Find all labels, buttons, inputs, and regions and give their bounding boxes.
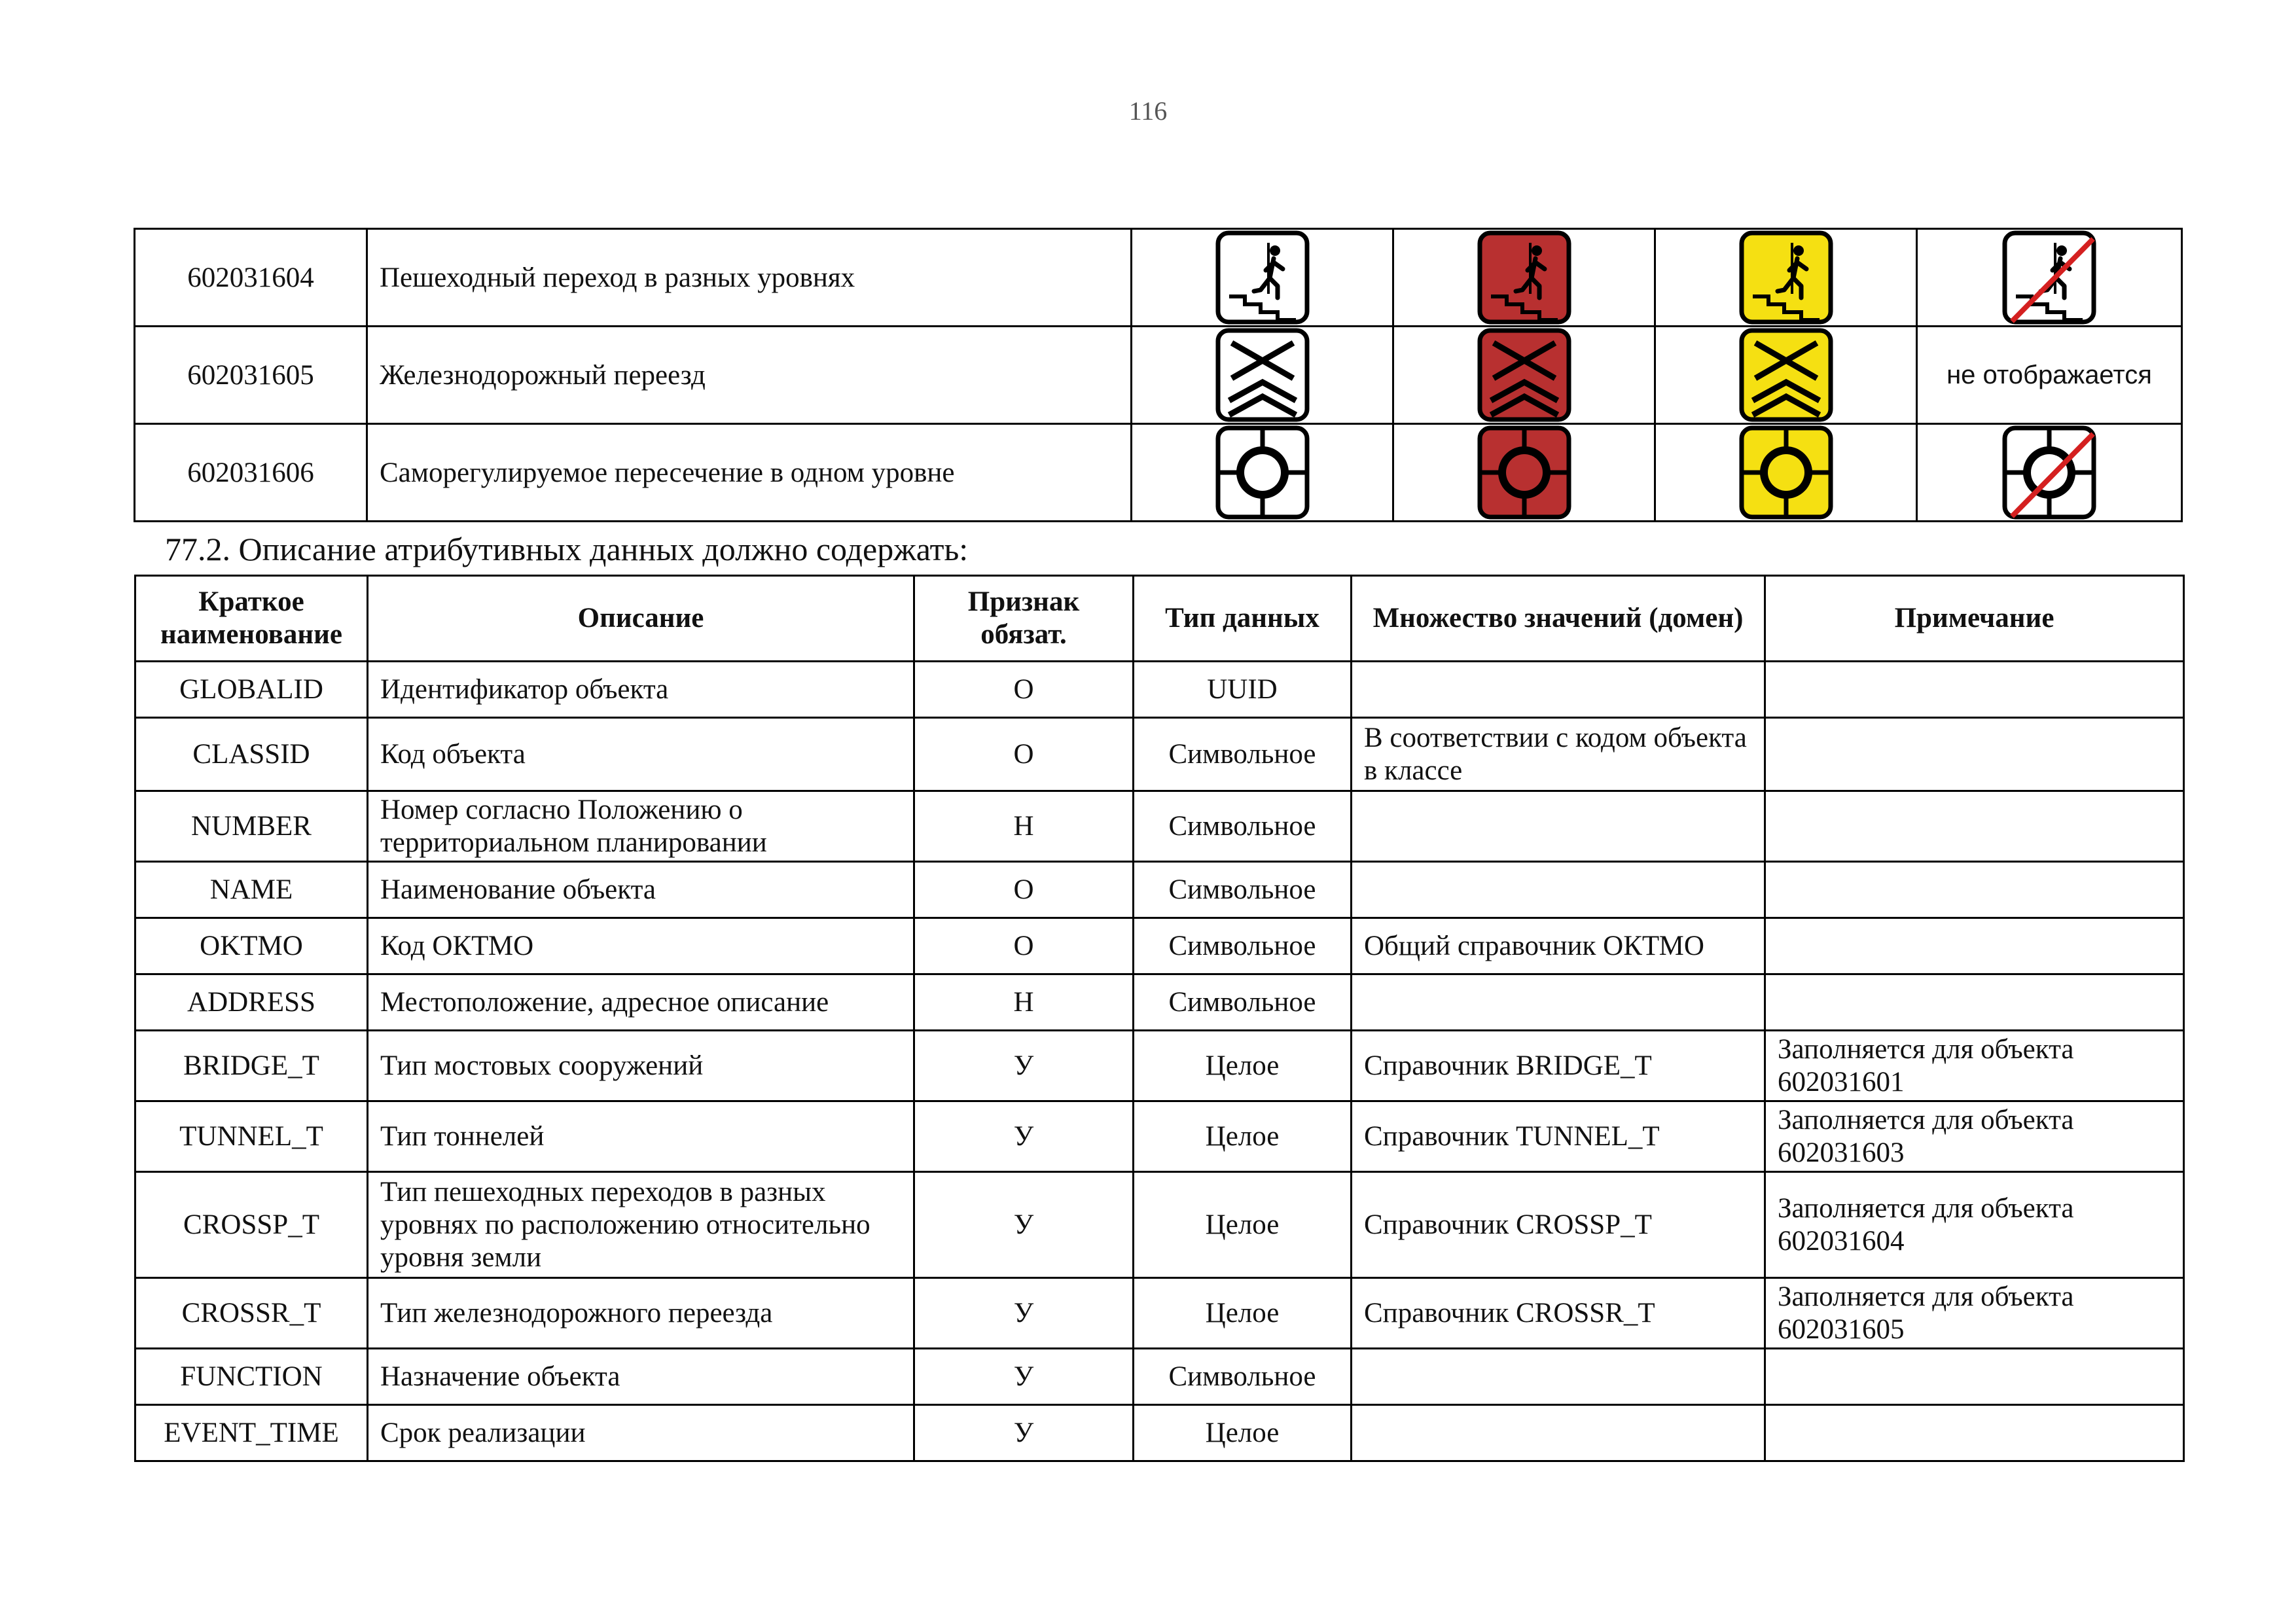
table-row [135,1031,2184,1101]
attr-domain [1352,662,1765,718]
attr-description: Тип мостовых сооружений [368,1031,914,1101]
attr-description: Тип железнодорожного переезда [368,1278,914,1349]
section-caption: 77.2. Описание атрибутивных данных должно содержать: [165,531,969,567]
object-name: Пешеходный переход в разных уровнях [367,229,1132,327]
attr-required: У [914,1172,1134,1278]
header-note: Примечание [1765,576,2184,662]
attr-short-name: CLASSID [135,718,368,791]
ring-sign-icon [1215,425,1310,520]
table-row [135,1405,2184,1461]
attr-short-name: OKTMO [135,918,368,974]
attr-required: У [914,1278,1134,1349]
table-row [135,974,2184,1031]
attr-required: О [914,862,1134,918]
attr-note [1765,862,2184,918]
attr-short-name: CROSSP_T [135,1172,368,1278]
attr-short-name: NUMBER [135,791,368,862]
attr-domain [1352,1405,1765,1461]
sign-row [135,424,2182,522]
attr-description: Наименование объекта [368,862,914,918]
attr-domain [1352,791,1765,862]
attr-required: Н [914,974,1134,1031]
attr-required: О [914,918,1134,974]
rail-sign-yellow-icon [1738,327,1834,423]
sign-table [134,228,2183,522]
stairs-sign-crossed-icon [2001,230,2097,325]
attr-domain: В соответствии с кодом объекта в классе [1352,718,1765,791]
attr-data-type: UUID [1134,662,1352,718]
page-number: 116 [1128,96,1168,126]
attr-data-type: Символьное [1134,718,1352,791]
attr-note: Заполняется для объекта 602031601 [1765,1031,2184,1101]
attr-short-name: NAME [135,862,368,918]
attr-description: Номер согласно Положению о территориальном планировании [368,791,914,862]
attr-description: Тип тоннелей [368,1101,914,1172]
attr-data-type: Целое [1134,1278,1352,1349]
attr-note [1765,662,2184,718]
attr-data-type: Символьное [1134,918,1352,974]
attr-note [1765,791,2184,862]
attr-note [1765,1405,2184,1461]
attr-description: Назначение объекта [368,1349,914,1405]
table-row [135,1349,2184,1405]
sign-row [135,229,2182,327]
table-row [135,718,2184,791]
attr-short-name: GLOBALID [135,662,368,718]
not-displayed-text: не отображается [1917,327,2182,424]
object-code: 602031604 [135,229,367,327]
object-name: Железнодорожный переезд [367,327,1132,424]
attr-required: О [914,662,1134,718]
attr-required: У [914,1349,1134,1405]
header-short-name: Краткое наименование [135,576,368,662]
header-domain: Множество значений (домен) [1352,576,1765,662]
attr-data-type: Целое [1134,1405,1352,1461]
attr-description: Код объекта [368,718,914,791]
attribute-table [134,575,2185,1462]
attr-domain: Справочник CROSSP_T [1352,1172,1765,1278]
attr-note [1765,718,2184,791]
table-row [135,1172,2184,1278]
attr-short-name: BRIDGE_T [135,1031,368,1101]
attr-description: Идентификатор объекта [368,662,914,718]
ring-sign-crossed-icon [2001,425,2097,520]
attr-description: Код ОКТМО [368,918,914,974]
attr-domain [1352,1349,1765,1405]
attr-data-type: Символьное [1134,862,1352,918]
object-code: 602031606 [135,424,367,522]
attr-short-name: FUNCTION [135,1349,368,1405]
header-data-type: Тип данных [1134,576,1352,662]
attr-domain: Общий справочник ОКТМО [1352,918,1765,974]
attr-short-name: TUNNEL_T [135,1101,368,1172]
ring-sign-red-icon [1477,425,1572,520]
attr-description: Местоположение, адресное описание [368,974,914,1031]
attr-note: Заполняется для объекта 602031604 [1765,1172,2184,1278]
attr-description: Срок реализации [368,1405,914,1461]
stairs-sign-icon [1215,230,1310,325]
attr-short-name: EVENT_TIME [135,1405,368,1461]
attr-required: У [914,1405,1134,1461]
attr-required: О [914,718,1134,791]
attr-short-name: CROSSR_T [135,1278,368,1349]
table-row [135,918,2184,974]
stairs-sign-red-icon [1477,230,1572,325]
attr-domain: Справочник BRIDGE_T [1352,1031,1765,1101]
attr-domain [1352,862,1765,918]
attr-data-type: Символьное [1134,791,1352,862]
table-row [135,1278,2184,1349]
attr-note [1765,918,2184,974]
header-required: Признак обязат. [914,576,1134,662]
attr-note: Заполняется для объекта 602031605 [1765,1278,2184,1349]
attr-description: Тип пешеходных переходов в разных уровнях по расположению относительно уровня земли [368,1172,914,1278]
table-row [135,1101,2184,1172]
object-name: Саморегулируемое пересечение в одном уровне [367,424,1132,522]
attr-required: У [914,1031,1134,1101]
rail-sign-red-icon [1477,327,1572,423]
stairs-sign-yellow-icon [1738,230,1834,325]
attr-note [1765,974,2184,1031]
object-code: 602031605 [135,327,367,424]
sign-row [135,327,2182,424]
attr-data-type: Целое [1134,1031,1352,1101]
table-row [135,662,2184,718]
attr-required: У [914,1101,1134,1172]
table-row [135,862,2184,918]
attr-data-type: Целое [1134,1172,1352,1278]
attr-data-type: Символьное [1134,974,1352,1031]
attr-data-type: Символьное [1134,1349,1352,1405]
table-row [135,791,2184,862]
attr-domain: Справочник CROSSR_T [1352,1278,1765,1349]
ring-sign-yellow-icon [1738,425,1834,520]
attr-note [1765,1349,2184,1405]
attr-domain: Справочник TUNNEL_T [1352,1101,1765,1172]
attr-required: Н [914,791,1134,862]
attribute-table-header [135,576,2184,662]
attr-short-name: ADDRESS [135,974,368,1031]
header-description: Описание [368,576,914,662]
attr-data-type: Целое [1134,1101,1352,1172]
attr-note: Заполняется для объекта 602031603 [1765,1101,2184,1172]
rail-sign-icon [1215,327,1310,423]
attr-domain [1352,974,1765,1031]
